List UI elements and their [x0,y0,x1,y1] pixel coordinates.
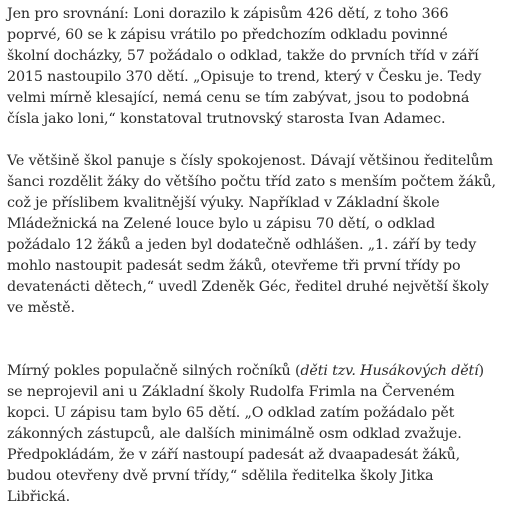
text-line: Mládežnická na Zelené louce bylo u zápisu 70 dětí, o odklad [7,216,436,232]
text-line: Libřická. [7,489,71,505]
text-line: zákonných zástupců, ale dalších minimálně osm odklad zvažuje. [7,426,462,442]
text-line: mohlo nastoupit padesát sedm žáků, otevřeme tři první třídy po [7,258,461,274]
text-line: školní docházky, 57 požádalo o odklad, takže do prvních tříd v září [7,48,479,64]
text-line: požádalo 12 žáků a jeden byl dodatečně odhlášen. „1. září by tedy [7,237,477,253]
text-line: kopci. U zápisu tam bylo 65 dětí. „O odklad zatím požádalo pět [7,405,455,421]
paragraph-comparison [7,4,509,130]
text-run: Mírný pokles populačně silných ročníků ( [7,363,301,379]
text-line: 2015 nastoupilo 370 dětí. „Opisuje to trend, který v Česku je. Tedy [7,69,482,85]
text-line [7,361,509,382]
text-line: ve městě. [7,300,75,316]
text-line: budou otevřeny dvě první třídy,“ sdělila ředitelka školy Jitka [7,468,434,484]
text-line: čísla jako loni,“ konstatoval trutnovský starosta Ivan Adamec. [7,111,446,127]
text-line: devatenácti dětech,“ uvedl Zdeněk Géc, ředitel druhé největší školy [7,279,489,295]
text-line: poprvé, 60 se k zápisu vrátilo po předchozím odkladu povinné [7,27,448,43]
text-run: ) [478,363,484,379]
text-line: Ve většině škol panuje s čísly spokojenost. Dávají většinou ředitelům [7,153,494,169]
paragraph-frimla [7,361,509,508]
italic-text: děti tzv. Husákových dětí [300,363,479,379]
text-line: Předpokládám, že v září nastoupí padesát až dvaapadesát žáků, [7,447,461,463]
text-line: šanci rozdělit žáky do většího počtu tříd zato s menším počtem žáků, [7,174,496,190]
text-line: velmi mírně klesající, nemá cenu se tím zabývat, jsou to podobná [7,90,470,106]
text-line: což je příslibem kvalitnější výuky. Například v Základní škole [7,195,440,211]
text-line: Jen pro srovnání: Loni dorazilo k zápisům 426 dětí, z toho 366 [7,6,449,22]
text-line: se neprojevil ani u Základní školy Rudolfa Frimla na Červeném [7,384,455,400]
paragraph-schools [7,151,509,319]
